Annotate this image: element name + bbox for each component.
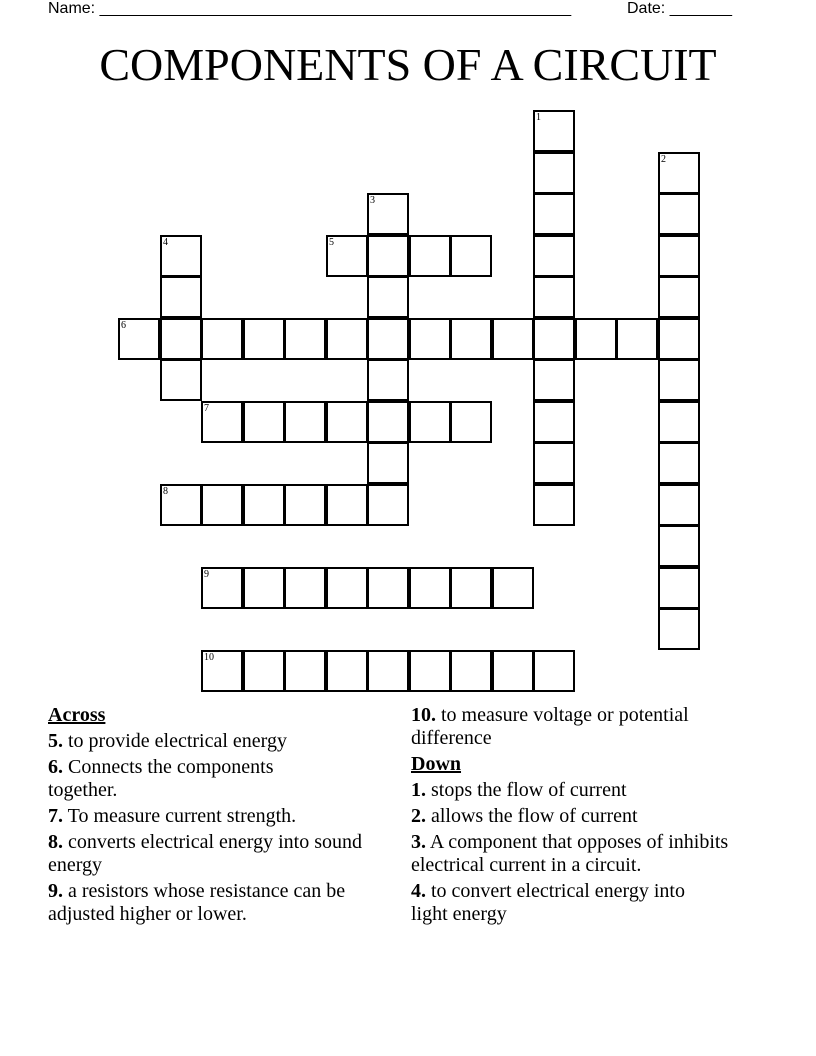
crossword-cell[interactable]: [658, 401, 700, 443]
clue-text: A component that opposes of inhibits electrical current in a circuit.: [411, 831, 729, 876]
crossword-cell[interactable]: [658, 318, 700, 360]
crossword-cell[interactable]: [658, 525, 700, 567]
crossword-cell[interactable]: [409, 235, 451, 277]
crossword-cell[interactable]: [367, 235, 409, 277]
clue-across-9: [48, 880, 378, 926]
crossword-cell[interactable]: [284, 318, 326, 360]
crossword-cell[interactable]: [533, 442, 575, 484]
crossword-cell[interactable]: [367, 567, 409, 609]
crossword-cell[interactable]: [284, 650, 326, 692]
cell-number: 2: [661, 154, 666, 165]
clue-down-1: [411, 779, 771, 802]
crossword-cell[interactable]: [201, 567, 243, 609]
clue-number: 3.: [411, 831, 426, 853]
crossword-cell[interactable]: [326, 650, 368, 692]
crossword-cell[interactable]: [409, 567, 451, 609]
crossword-cell[interactable]: [201, 318, 243, 360]
crossword-cell[interactable]: [533, 650, 575, 692]
crossword-cell[interactable]: [160, 318, 202, 360]
clue-text: to convert electrical energy into light energy: [411, 880, 685, 925]
crossword-cell[interactable]: [284, 484, 326, 526]
crossword-cell[interactable]: [409, 650, 451, 692]
crossword-cell[interactable]: [450, 318, 492, 360]
crossword-cell[interactable]: [367, 401, 409, 443]
crossword-cell[interactable]: [326, 318, 368, 360]
crossword-cell[interactable]: [284, 401, 326, 443]
down-heading: Down: [411, 753, 462, 775]
crossword-cell[interactable]: [409, 401, 451, 443]
crossword-cell[interactable]: [492, 650, 534, 692]
crossword-cell[interactable]: [243, 567, 285, 609]
crossword-cell[interactable]: [658, 608, 700, 650]
clue-across-6: [48, 756, 333, 802]
clue-number: 6.: [48, 756, 63, 778]
crossword-cell[interactable]: [326, 567, 368, 609]
clue-text: to measure voltage or potential difference: [411, 704, 689, 749]
cell-number: 6: [121, 320, 126, 331]
cell-number: 8: [163, 486, 168, 497]
crossword-cell[interactable]: [450, 567, 492, 609]
crossword-cell[interactable]: [658, 484, 700, 526]
crossword-cell[interactable]: [201, 650, 243, 692]
crossword-cell[interactable]: [492, 567, 534, 609]
crossword-cell[interactable]: [450, 650, 492, 692]
crossword-cell[interactable]: [658, 359, 700, 401]
crossword-cell[interactable]: [326, 484, 368, 526]
crossword-cell[interactable]: [658, 567, 700, 609]
crossword-cell[interactable]: [201, 484, 243, 526]
clue-text: a resistors whose resistance can be adjusted higher or lower.: [48, 880, 346, 925]
crossword-cell[interactable]: [450, 401, 492, 443]
crossword-cell[interactable]: [616, 318, 658, 360]
cell-number: 4: [163, 237, 168, 248]
clue-down-4: [411, 880, 701, 926]
crossword-cell[interactable]: [533, 110, 575, 152]
crossword-cell[interactable]: [492, 318, 534, 360]
clue-text: to provide electrical energy: [68, 730, 287, 752]
cell-number: 10: [204, 652, 214, 663]
clue-across-5: [48, 730, 348, 753]
clue-text: allows the flow of current: [431, 805, 638, 827]
cell-number: 9: [204, 569, 209, 580]
crossword-cell[interactable]: [160, 484, 202, 526]
clue-across-7: [48, 805, 388, 828]
crossword-cell[interactable]: [533, 484, 575, 526]
date-field-label: Date: _______: [627, 0, 732, 17]
crossword-cell[interactable]: [243, 318, 285, 360]
clue-number: 7.: [48, 805, 63, 827]
crossword-cell[interactable]: [533, 401, 575, 443]
cell-number: 7: [204, 403, 209, 414]
clue-number: 5.: [48, 730, 63, 752]
crossword-cell[interactable]: [201, 401, 243, 443]
name-field-label: Name: _____________________________________________________: [48, 0, 572, 17]
clue-text: Connects the components together.: [48, 756, 274, 801]
clue-number: 9.: [48, 880, 63, 902]
clue-number: 2.: [411, 805, 426, 827]
crossword-cell[interactable]: [367, 442, 409, 484]
clues-right-column: [411, 704, 791, 929]
clue-number: 8.: [48, 831, 63, 853]
cell-number: 1: [536, 112, 541, 123]
cell-number: 5: [329, 237, 334, 248]
crossword-cell[interactable]: [658, 235, 700, 277]
crossword-cell[interactable]: [367, 318, 409, 360]
crossword-cell[interactable]: [409, 318, 451, 360]
crossword-cell[interactable]: [533, 276, 575, 318]
clue-text: To measure current strength.: [67, 805, 297, 827]
crossword-cell[interactable]: [533, 193, 575, 235]
crossword-cell[interactable]: [243, 484, 285, 526]
clue-across-10: [411, 704, 751, 750]
crossword-cell[interactable]: [367, 276, 409, 318]
crossword-cell[interactable]: [533, 235, 575, 277]
clue-number: 10.: [411, 704, 436, 726]
page-title: COMPONENTS OF A CIRCUIT: [99, 39, 717, 90]
crossword-cell[interactable]: [284, 567, 326, 609]
across-heading: Across: [48, 704, 106, 726]
crossword-cell[interactable]: [658, 442, 700, 484]
clue-across-8: [48, 831, 373, 877]
crossword-cell[interactable]: [533, 318, 575, 360]
crossword-cell[interactable]: [367, 484, 409, 526]
crossword-cell[interactable]: [326, 235, 368, 277]
crossword-cell[interactable]: [243, 401, 285, 443]
crossword-cell[interactable]: [367, 193, 409, 235]
clues-left-column: [48, 704, 418, 929]
crossword-cell[interactable]: [160, 276, 202, 318]
crossword-cell[interactable]: [533, 359, 575, 401]
crossword-cell[interactable]: [575, 318, 617, 360]
crossword-cell[interactable]: [658, 193, 700, 235]
crossword-cell[interactable]: [160, 235, 202, 277]
crossword-cell[interactable]: [367, 650, 409, 692]
crossword-cell[interactable]: [450, 235, 492, 277]
crossword-cell[interactable]: [533, 152, 575, 194]
crossword-cell[interactable]: [243, 650, 285, 692]
clue-text: converts electrical energy into sound energy: [48, 831, 362, 876]
crossword-cell[interactable]: [658, 276, 700, 318]
clue-number: 4.: [411, 880, 426, 902]
clue-text: stops the flow of current: [431, 779, 627, 801]
crossword-cell[interactable]: [658, 152, 700, 194]
crossword-cell[interactable]: [160, 359, 202, 401]
crossword-cell[interactable]: [326, 401, 368, 443]
crossword-cell[interactable]: [118, 318, 160, 360]
crossword-cell[interactable]: [367, 359, 409, 401]
clue-down-3: [411, 831, 771, 877]
clue-down-2: [411, 805, 771, 828]
cell-number: 3: [370, 195, 375, 206]
clue-number: 1.: [411, 779, 426, 801]
